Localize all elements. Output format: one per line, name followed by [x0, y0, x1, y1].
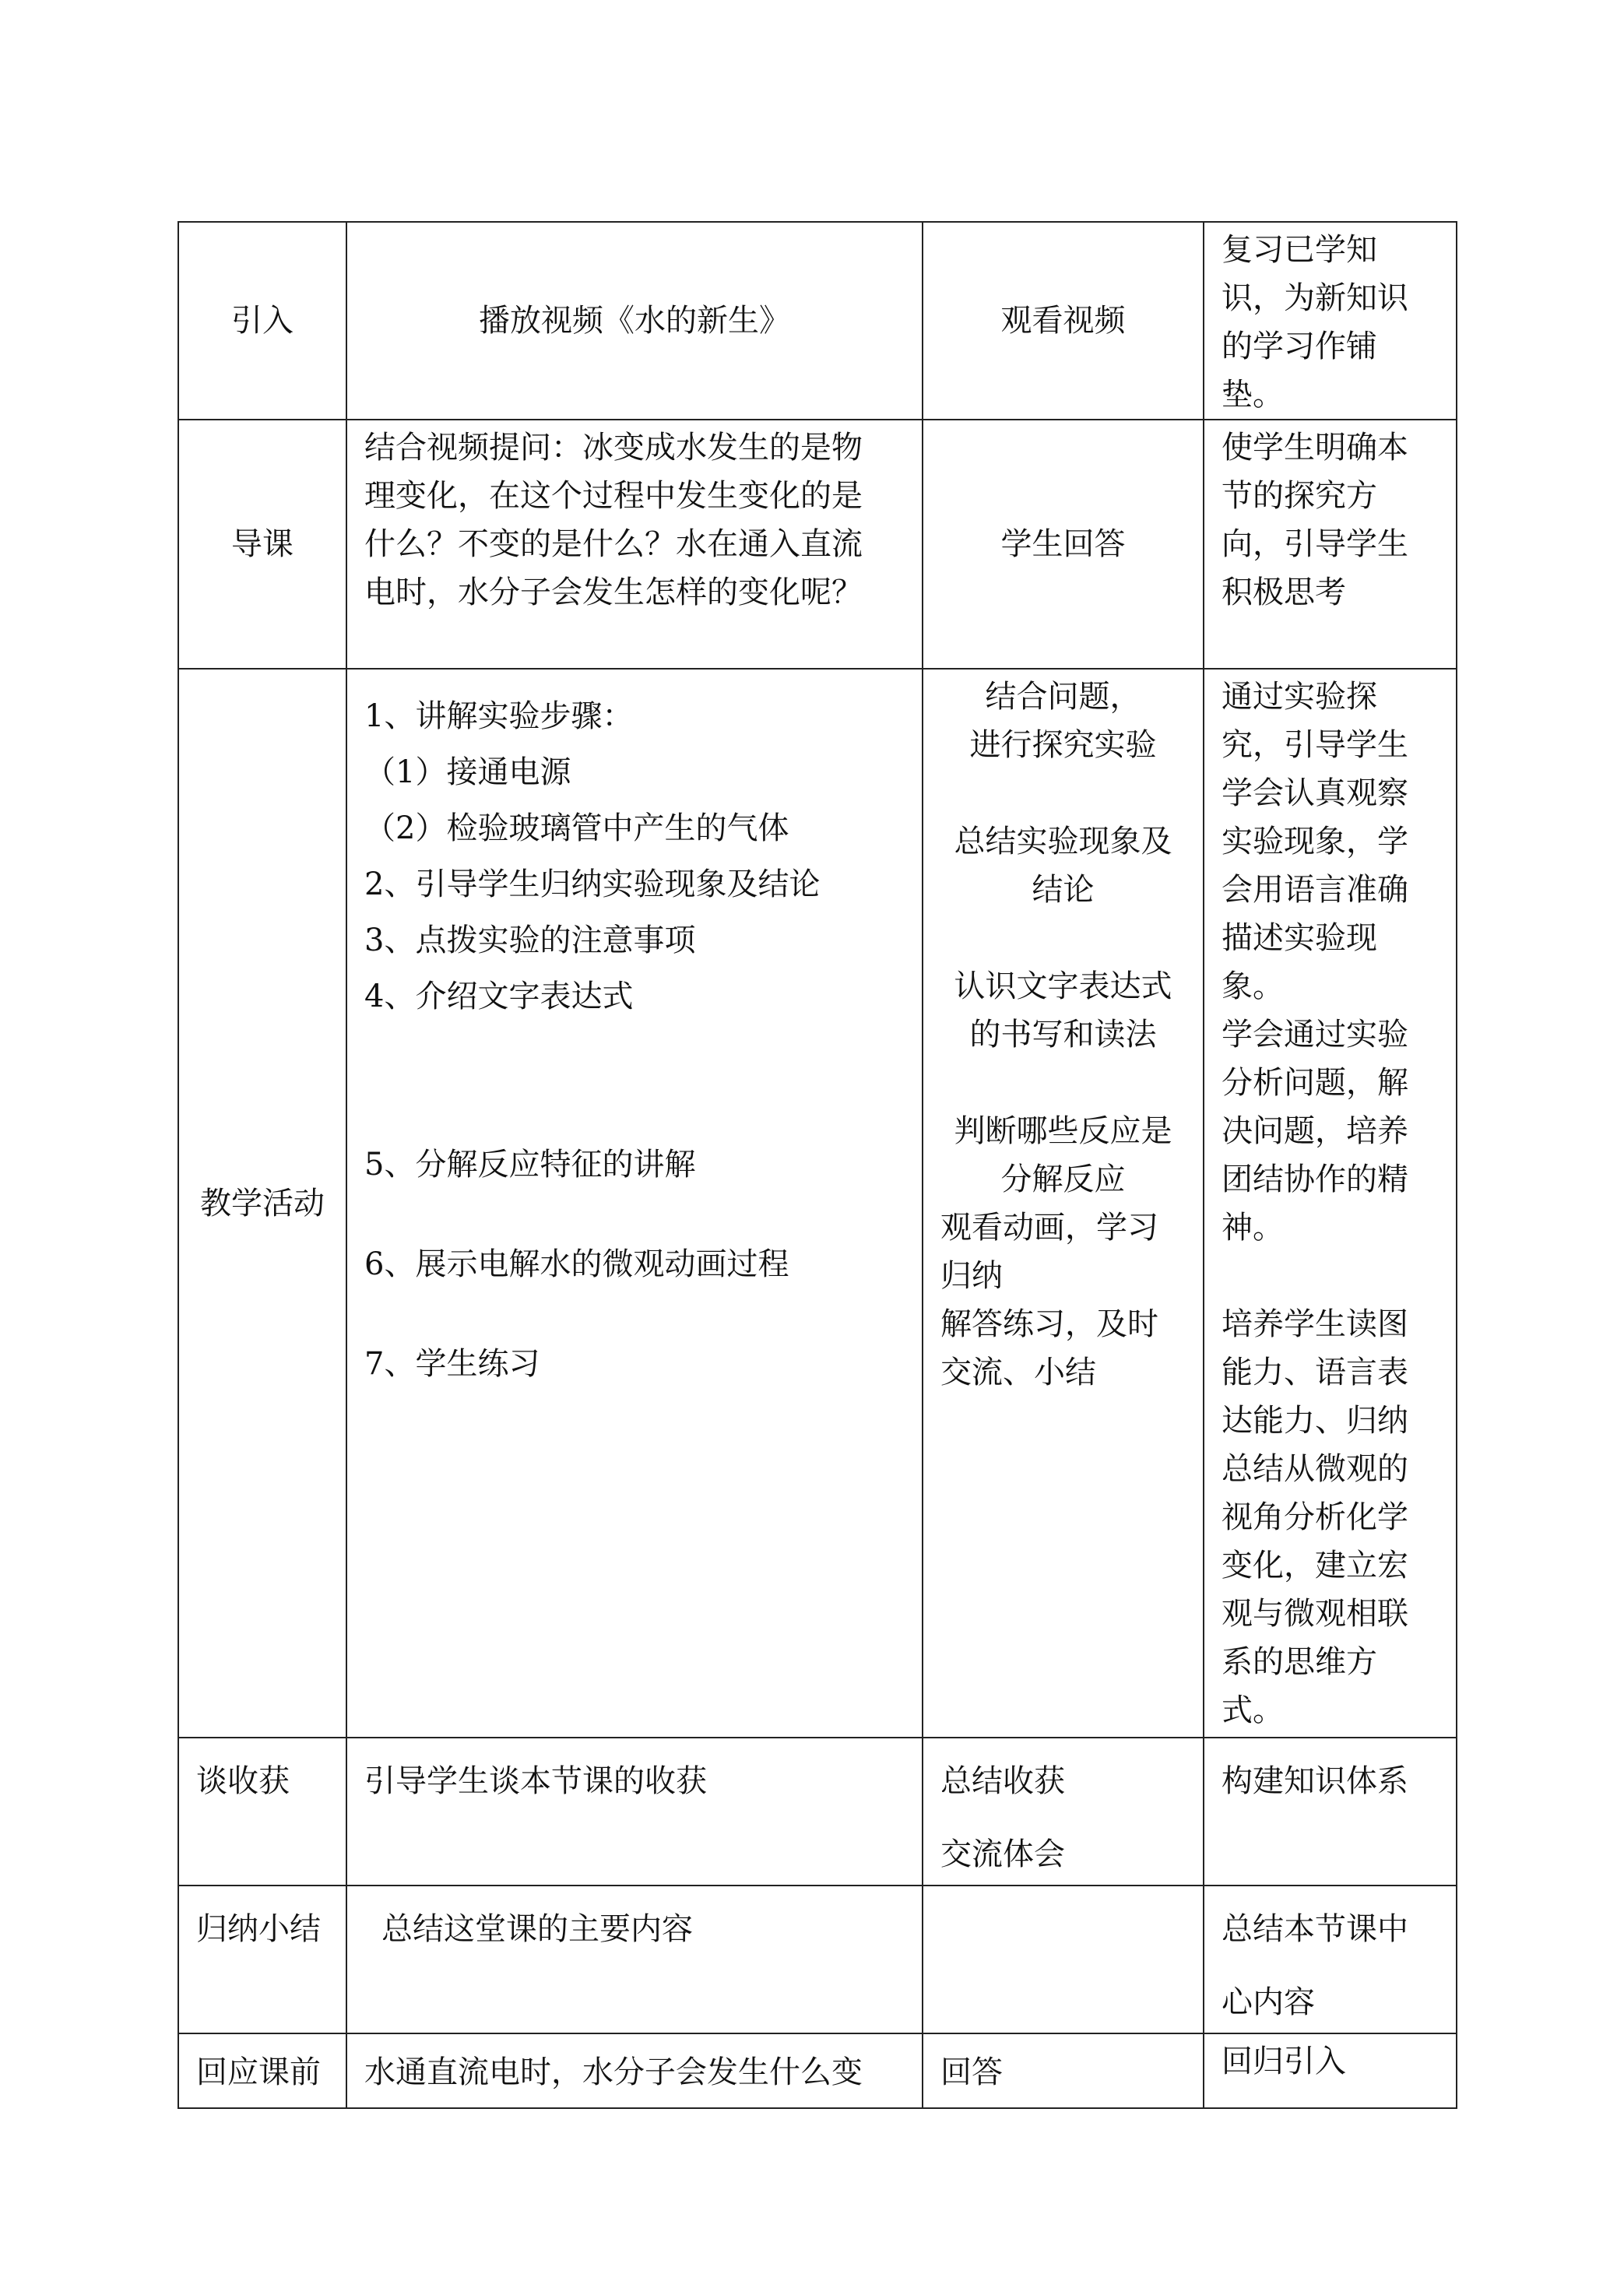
- intent-line: 复习已学知: [1222, 232, 1377, 268]
- intent-line: 向，引导学生: [1222, 526, 1408, 562]
- intent-line: 描述实验现: [1222, 920, 1377, 956]
- teacher-line: 水通直流电时，水分子会发生什么变: [364, 2054, 863, 2090]
- stage-cell: [178, 222, 346, 420]
- intent-line: 回归引入: [1222, 2044, 1346, 2079]
- lesson-plan-table: [178, 221, 1457, 2109]
- table-row: [178, 1738, 1457, 1886]
- stage-label: 导课: [231, 526, 294, 562]
- intent-line: 究，引导学生: [1222, 727, 1408, 763]
- design-intent-cell: [1204, 669, 1457, 1738]
- stage-label: 引入: [231, 303, 294, 339]
- student-line: 解答练习，及时: [940, 1306, 1158, 1342]
- intent-line: 学会认真观察: [1222, 775, 1408, 811]
- stage-cell: [178, 1738, 346, 1886]
- table-row: [178, 222, 1457, 420]
- intent-line: 达能力、归纳: [1222, 1403, 1408, 1439]
- intent-line: 分析问题，解: [1222, 1065, 1408, 1101]
- teacher-line: （1）接通电源: [364, 754, 571, 790]
- stage-label: 谈收获: [196, 1763, 290, 1799]
- teacher-line: 理变化，在这个过程中发生变化的是: [364, 478, 863, 514]
- student-line: 进行探究实验: [969, 727, 1157, 763]
- intent-line: 学会通过实验: [1222, 1017, 1408, 1053]
- stage-label: 回应课前: [196, 2054, 321, 2090]
- design-intent-cell: [1204, 420, 1457, 669]
- student-line: 交流、小结: [940, 1355, 1096, 1390]
- teacher-line: （2）检验玻璃管中产生的气体: [364, 810, 789, 846]
- intent-line: 垫。: [1222, 377, 1284, 413]
- teacher-activity-cell: [346, 222, 923, 420]
- intent-line: 培养学生读图: [1222, 1306, 1408, 1342]
- intent-line: 积极思考: [1222, 575, 1346, 610]
- intent-line: 系的思维方: [1222, 1644, 1377, 1680]
- stage-cell: [178, 1886, 346, 2033]
- table-row: [178, 2033, 1457, 2108]
- intent-line: 观与微观相联: [1222, 1596, 1408, 1632]
- intent-line: 实验现象，学: [1222, 824, 1408, 859]
- table-row: [178, 1886, 1457, 2033]
- teacher-line: 7、学生练习: [364, 1346, 540, 1382]
- student-line: 判断哪些反应是: [954, 1113, 1172, 1149]
- intent-line: 象。: [1222, 968, 1284, 1004]
- student-line: 总结收获: [940, 1763, 1065, 1799]
- student-activity-cell: [923, 222, 1204, 420]
- intent-line: 的学习作铺: [1222, 329, 1377, 364]
- teacher-line: 6、展示电解水的微观动画过程: [364, 1246, 789, 1282]
- intent-line: 决问题，培养: [1222, 1113, 1408, 1149]
- teacher-activity-cell: [346, 2033, 923, 2108]
- intent-line: 总结本节课中: [1222, 1911, 1408, 1947]
- stage-label: 归纳小结: [196, 1911, 321, 1947]
- teacher-line: 3、点拨实验的注意事项: [364, 923, 696, 958]
- teacher-activity-cell: [346, 1886, 923, 2033]
- stage-cell: [178, 2033, 346, 2108]
- student-line: 总结实验现象及: [954, 824, 1172, 859]
- student-activity-cell: [923, 2033, 1204, 2108]
- teacher-line: 1、讲解实验步骤：: [364, 698, 634, 734]
- student-line: 的书写和读法: [969, 1017, 1157, 1053]
- teacher-line: 什么？不变的是什么？水在通入直流: [364, 526, 863, 562]
- student-activity-cell: [923, 1886, 1204, 2033]
- student-line: 归纳: [940, 1258, 1003, 1294]
- student-activity-cell: [923, 669, 1204, 1738]
- design-intent-cell: [1204, 2033, 1457, 2108]
- student-activity-cell: [923, 420, 1204, 669]
- teacher-line: 总结这堂课的主要内容: [381, 1911, 693, 1947]
- intent-line: 能力、语言表: [1222, 1355, 1408, 1390]
- intent-line: 会用语言准确: [1222, 872, 1408, 908]
- student-line: 学生回答: [1000, 526, 1126, 562]
- intent-line: 使学生明确本: [1222, 430, 1408, 466]
- intent-line: 节的探究方: [1222, 478, 1377, 514]
- student-line: 结合问题，: [985, 679, 1141, 715]
- student-line: 观看视频: [1000, 303, 1126, 339]
- student-activity-cell: [923, 1738, 1204, 1886]
- student-line: 观看动画，学习: [940, 1210, 1158, 1246]
- teacher-line: 播放视频《水的新生》: [479, 303, 790, 339]
- student-line: 认识文字表达式: [954, 968, 1172, 1004]
- design-intent-cell: [1204, 1886, 1457, 2033]
- table-row: [178, 669, 1457, 1738]
- stage-cell: [178, 420, 346, 669]
- teacher-activity-cell: [346, 420, 923, 669]
- teacher-line: 电时，水分子会发生怎样的变化呢？: [364, 575, 863, 610]
- design-intent-cell: [1204, 222, 1457, 420]
- intent-line: 构建知识体系: [1222, 1763, 1408, 1799]
- teacher-line: 4、介绍文字表达式: [364, 979, 634, 1014]
- teacher-activity-cell: [346, 1738, 923, 1886]
- intent-line: 心内容: [1222, 1984, 1315, 2020]
- teacher-line: 5、分解反应特征的讲解: [364, 1147, 696, 1183]
- stage-label: 教学活动: [200, 1185, 325, 1221]
- intent-line: 总结从微观的: [1222, 1451, 1408, 1487]
- design-intent-cell: [1204, 1738, 1457, 1886]
- intent-line: 识，为新知识: [1222, 280, 1408, 316]
- intent-line: 神。: [1222, 1210, 1284, 1246]
- intent-line: 式。: [1222, 1692, 1284, 1728]
- student-line: 交流体会: [940, 1836, 1065, 1872]
- intent-line: 团结协作的精: [1222, 1162, 1408, 1197]
- intent-line: 变化，建立宏: [1222, 1548, 1408, 1583]
- table-row: [178, 420, 1457, 669]
- student-line: 结论: [1032, 872, 1095, 908]
- student-line: 回答: [940, 2054, 1003, 2090]
- student-line: 分解反应: [1000, 1162, 1126, 1197]
- stage-cell: [178, 669, 346, 1738]
- teacher-line: 结合视频提问：冰变成水发生的是物: [364, 430, 863, 466]
- teacher-activity-cell: [346, 669, 923, 1738]
- teacher-line: 2、引导学生归纳实验现象及结论: [364, 866, 821, 902]
- intent-line: 视角分析化学: [1222, 1499, 1408, 1535]
- teacher-line: 引导学生谈本节课的收获: [364, 1763, 707, 1799]
- intent-line: 通过实验探: [1222, 679, 1377, 715]
